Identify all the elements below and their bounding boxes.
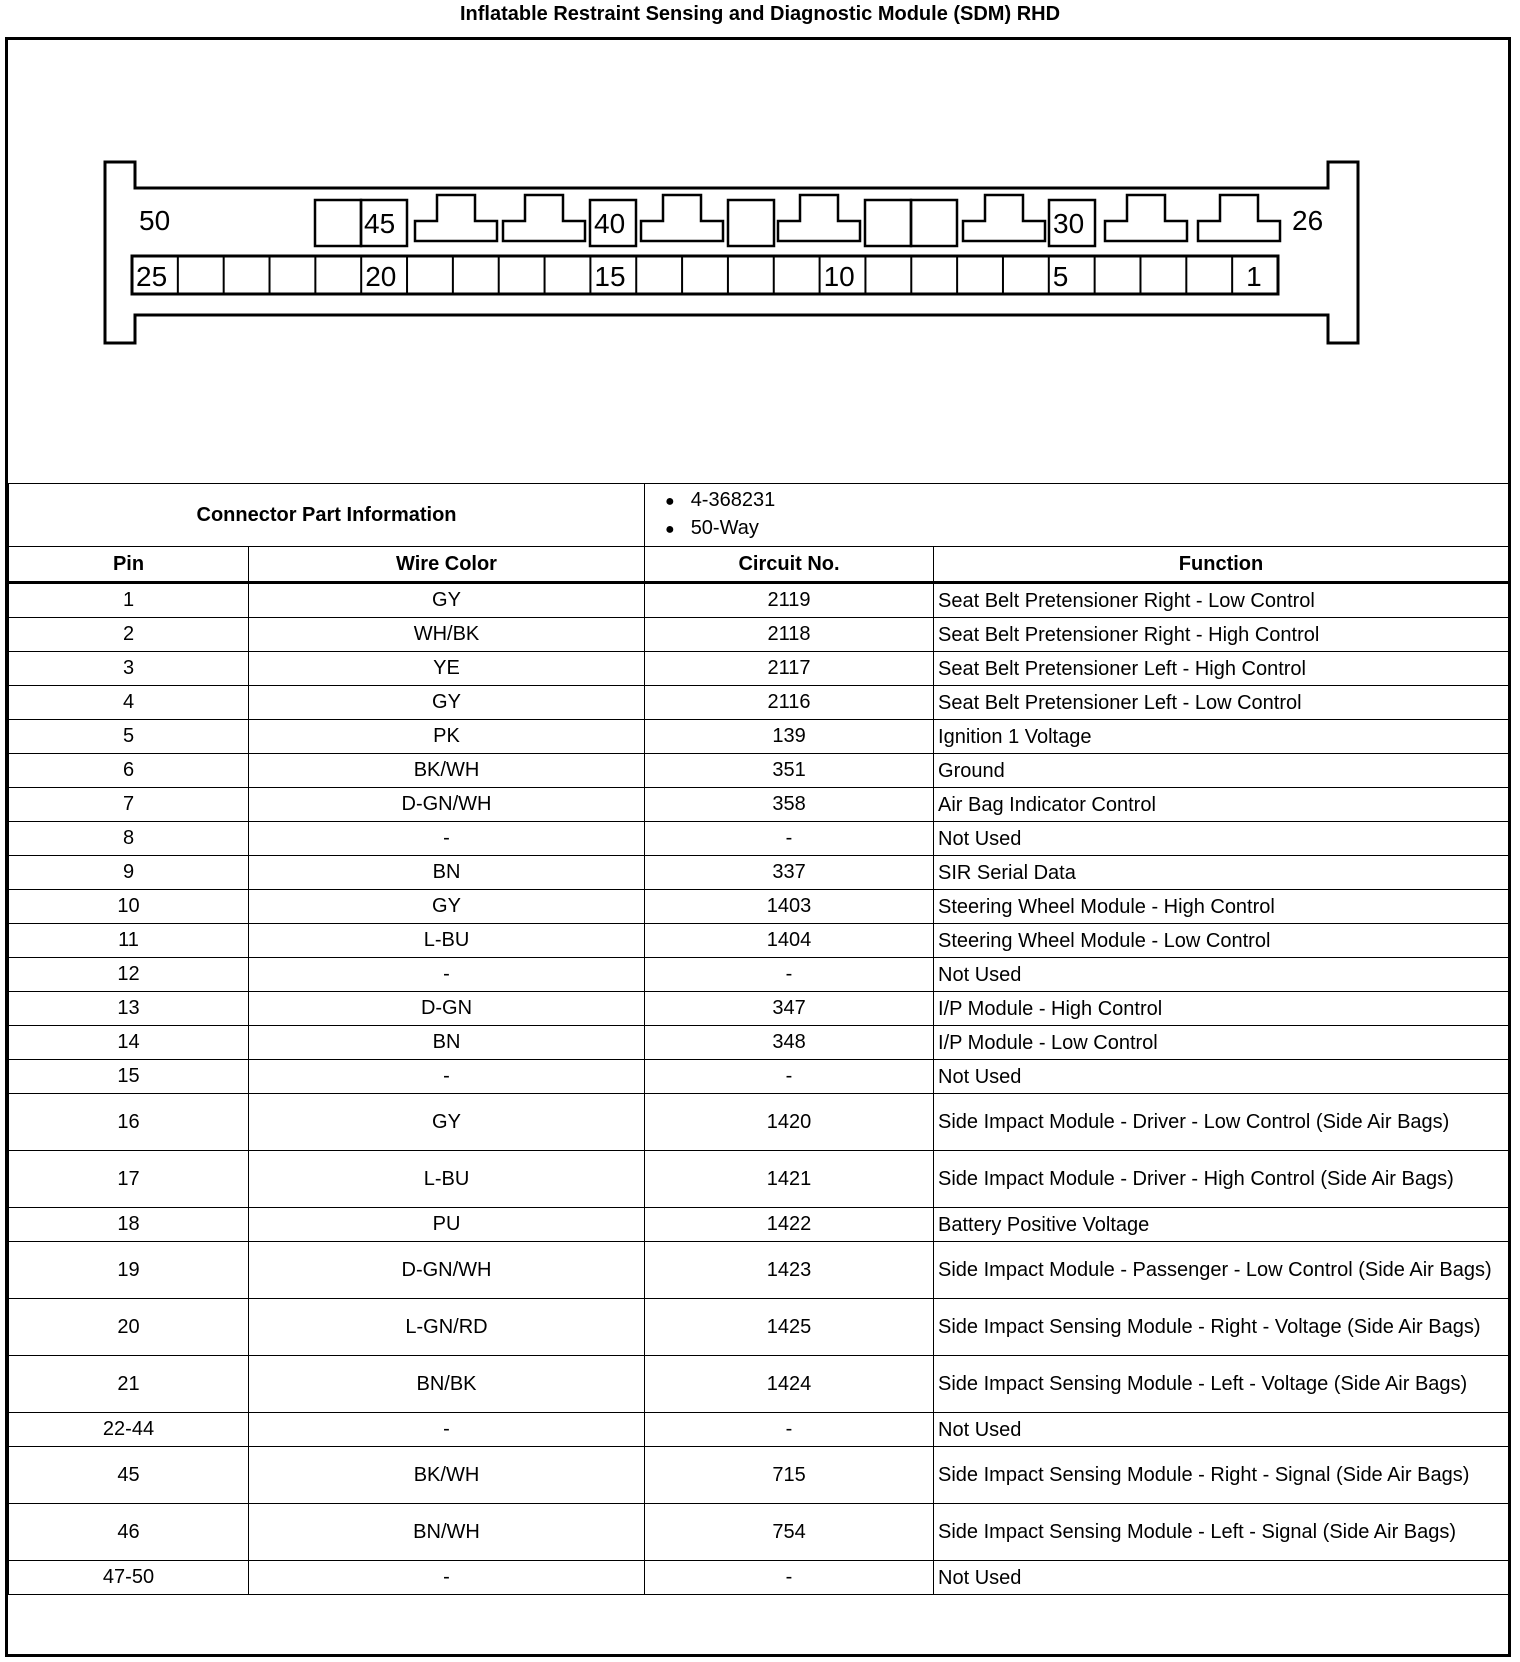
function-cell: Not Used <box>934 822 1509 856</box>
circuit-cell: 358 <box>645 788 934 822</box>
function-cell: Not Used <box>934 958 1509 992</box>
wire-color-cell: BK/WH <box>249 1447 645 1504</box>
pin-cell: 47-50 <box>9 1561 249 1595</box>
page-title: Inflatable Restraint Sensing and Diagnostic Module (SDM) RHD <box>459 3 1061 25</box>
function-cell: Side Impact Sensing Module - Left - Voltage (Side Air Bags) <box>934 1356 1509 1413</box>
bottom-row-frame <box>132 256 1278 294</box>
function-cell: Seat Belt Pretensioner Right - High Control <box>934 618 1509 652</box>
pin-cell: 19 <box>9 1242 249 1299</box>
pin-cell: 2 <box>9 618 249 652</box>
function-cell: Side Impact Module - Driver - High Control (Side Air Bags) <box>934 1151 1509 1208</box>
pin-label-15: 15 <box>594 261 626 292</box>
pin-label-50: 50 <box>139 205 171 236</box>
pin-label-5: 5 <box>1052 261 1069 292</box>
circuit-cell: 1421 <box>645 1151 934 1208</box>
table-row <box>9 822 1509 856</box>
pin-cell: 1 <box>9 583 249 618</box>
circuit-cell: 715 <box>645 1447 934 1504</box>
circuit-cell: 1425 <box>645 1299 934 1356</box>
function-cell: I/P Module - Low Control <box>934 1026 1509 1060</box>
cavity-32 <box>911 200 957 246</box>
pin-cell: 5 <box>9 720 249 754</box>
wire-color-cell: BK/WH <box>249 754 645 788</box>
key-cavity-5 <box>963 195 1045 241</box>
table-row <box>9 583 1509 618</box>
pin-cell: 12 <box>9 958 249 992</box>
function-cell: Ignition 1 Voltage <box>934 720 1509 754</box>
pin-cell: 4 <box>9 686 249 720</box>
key-cavity-3 <box>641 195 723 241</box>
wire-color-cell: PU <box>249 1208 645 1242</box>
pin-cell: 20 <box>9 1299 249 1356</box>
pin-cell: 45 <box>9 1447 249 1504</box>
table-row <box>9 1413 1509 1447</box>
header-wire-color: Wire Color <box>249 547 645 583</box>
pin-cell: 21 <box>9 1356 249 1413</box>
function-cell: Seat Belt Pretensioner Left - High Control <box>934 652 1509 686</box>
wire-color-cell: GY <box>249 1094 645 1151</box>
circuit-cell: 1424 <box>645 1356 934 1413</box>
wire-color-cell: - <box>249 1561 645 1595</box>
connector-outline <box>105 162 1358 343</box>
circuit-cell: 1403 <box>645 890 934 924</box>
function-cell: Air Bag Indicator Control <box>934 788 1509 822</box>
pin-cell: 22-44 <box>9 1413 249 1447</box>
connector-info-row <box>9 484 1509 547</box>
circuit-cell: 2116 <box>645 686 934 720</box>
table-row <box>9 720 1509 754</box>
table-row <box>9 1094 1509 1151</box>
cavity-33 <box>865 200 911 246</box>
pin-cell: 16 <box>9 1094 249 1151</box>
wire-color-cell: WH/BK <box>249 618 645 652</box>
function-cell: Not Used <box>934 1413 1509 1447</box>
table-row <box>9 754 1509 788</box>
wire-color-cell: BN <box>249 1026 645 1060</box>
pin-cell: 10 <box>9 890 249 924</box>
pin-label-40: 40 <box>594 208 626 239</box>
wire-color-cell: L-BU <box>249 924 645 958</box>
circuit-cell: 139 <box>645 720 934 754</box>
pin-label-45: 45 <box>364 208 396 239</box>
pin-label-26: 26 <box>1292 205 1324 236</box>
function-cell: Side Impact Sensing Module - Right - Voltage (Side Air Bags) <box>934 1299 1509 1356</box>
circuit-cell: - <box>645 1060 934 1094</box>
table-row <box>9 992 1509 1026</box>
connector-face-drawing <box>8 40 1508 480</box>
function-cell: Battery Positive Voltage <box>934 1208 1509 1242</box>
function-cell: I/P Module - High Control <box>934 992 1509 1026</box>
table-row <box>9 1561 1509 1595</box>
function-cell: Not Used <box>934 1561 1509 1595</box>
circuit-cell: 347 <box>645 992 934 1026</box>
key-cavity-4 <box>778 195 860 241</box>
header-pin: Pin <box>9 547 249 583</box>
circuit-cell: 1404 <box>645 924 934 958</box>
function-cell: SIR Serial Data <box>934 856 1509 890</box>
table-row <box>9 652 1509 686</box>
circuit-cell: 1420 <box>645 1094 934 1151</box>
function-cell: Not Used <box>934 1060 1509 1094</box>
wire-color-cell: BN <box>249 856 645 890</box>
pin-label-20: 20 <box>365 261 397 292</box>
table-row <box>9 1356 1509 1413</box>
circuit-cell: 337 <box>645 856 934 890</box>
function-cell: Seat Belt Pretensioner Left - Low Control <box>934 686 1509 720</box>
wire-color-cell: YE <box>249 652 645 686</box>
wire-color-cell: D-GN/WH <box>249 1242 645 1299</box>
circuit-cell: - <box>645 958 934 992</box>
pin-cell: 11 <box>9 924 249 958</box>
table-row <box>9 1299 1509 1356</box>
circuit-cell: - <box>645 822 934 856</box>
wire-color-cell: - <box>249 822 645 856</box>
table-row <box>9 1242 1509 1299</box>
wire-color-cell: L-GN/RD <box>249 1299 645 1356</box>
pin-cell: 7 <box>9 788 249 822</box>
function-cell: Side Impact Module - Driver - Low Control (Side Air Bags) <box>934 1094 1509 1151</box>
table-row <box>9 924 1509 958</box>
function-cell: Steering Wheel Module - High Control <box>934 890 1509 924</box>
wire-color-cell: D-GN <box>249 992 645 1026</box>
key-cavity-1 <box>415 195 497 241</box>
connector-diagram <box>8 40 1508 480</box>
wire-color-cell: L-BU <box>249 1151 645 1208</box>
pin-cell: 46 <box>9 1504 249 1561</box>
pin-label-30: 30 <box>1053 208 1085 239</box>
wire-color-cell: BN/WH <box>249 1504 645 1561</box>
pin-label-10: 10 <box>823 261 855 292</box>
pin-label-25: 25 <box>136 261 168 292</box>
wire-color-cell: BN/BK <box>249 1356 645 1413</box>
circuit-cell: 754 <box>645 1504 934 1561</box>
table-row <box>9 958 1509 992</box>
table-row <box>9 618 1509 652</box>
connector-pin-table <box>8 483 1509 1595</box>
connector-way-count: ● 50-Way <box>665 515 1504 543</box>
pin-cell: 9 <box>9 856 249 890</box>
circuit-cell: 1423 <box>645 1242 934 1299</box>
pin-cell: 6 <box>9 754 249 788</box>
table-row <box>9 686 1509 720</box>
table-header-row <box>9 547 1509 583</box>
pin-cell: 18 <box>9 1208 249 1242</box>
pin-cell: 14 <box>9 1026 249 1060</box>
circuit-cell: 351 <box>645 754 934 788</box>
wire-color-cell: GY <box>249 583 645 618</box>
table-row <box>9 1026 1509 1060</box>
cavity-49 <box>315 200 361 246</box>
circuit-cell: 2117 <box>645 652 934 686</box>
key-cavity-6 <box>1105 195 1187 241</box>
wire-color-cell: D-GN/WH <box>249 788 645 822</box>
wire-color-cell: PK <box>249 720 645 754</box>
key-cavity-2 <box>503 195 585 241</box>
function-cell: Steering Wheel Module - Low Control <box>934 924 1509 958</box>
table-row <box>9 890 1509 924</box>
table-row <box>9 1151 1509 1208</box>
cavity-36 <box>728 200 774 246</box>
document-frame <box>5 37 1511 1657</box>
table-row <box>9 856 1509 890</box>
wire-color-cell: - <box>249 1060 645 1094</box>
wire-color-cell: GY <box>249 686 645 720</box>
function-cell: Side Impact Sensing Module - Left - Signal (Side Air Bags) <box>934 1504 1509 1561</box>
key-cavity-7 <box>1198 195 1280 241</box>
pin-cell: 15 <box>9 1060 249 1094</box>
wire-color-cell: GY <box>249 890 645 924</box>
circuit-cell: 1422 <box>645 1208 934 1242</box>
wire-color-cell: - <box>249 1413 645 1447</box>
header-circuit: Circuit No. <box>645 547 934 583</box>
pin-cell: 3 <box>9 652 249 686</box>
function-cell: Seat Belt Pretensioner Right - Low Control <box>934 583 1509 618</box>
circuit-cell: 2119 <box>645 583 934 618</box>
function-cell: Side Impact Module - Passenger - Low Control (Side Air Bags) <box>934 1242 1509 1299</box>
circuit-cell: - <box>645 1413 934 1447</box>
circuit-cell: 2118 <box>645 618 934 652</box>
pin-cell: 13 <box>9 992 249 1026</box>
circuit-cell: - <box>645 1561 934 1595</box>
function-cell: Side Impact Sensing Module - Right - Signal (Side Air Bags) <box>934 1447 1509 1504</box>
function-cell: Ground <box>934 754 1509 788</box>
table-row <box>9 1504 1509 1561</box>
table-row <box>9 1060 1509 1094</box>
table-row <box>9 788 1509 822</box>
connector-part-number: ● 4-368231 <box>665 487 1504 515</box>
table-row <box>9 1208 1509 1242</box>
pin-cell: 17 <box>9 1151 249 1208</box>
connector-info-label: Connector Part Information <box>9 484 645 547</box>
circuit-cell: 348 <box>645 1026 934 1060</box>
pin-cell: 8 <box>9 822 249 856</box>
table-row <box>9 1447 1509 1504</box>
wire-color-cell: - <box>249 958 645 992</box>
connector-info-values <box>645 484 1509 547</box>
pin-label-1: 1 <box>1246 261 1262 292</box>
header-function: Function <box>934 547 1509 583</box>
